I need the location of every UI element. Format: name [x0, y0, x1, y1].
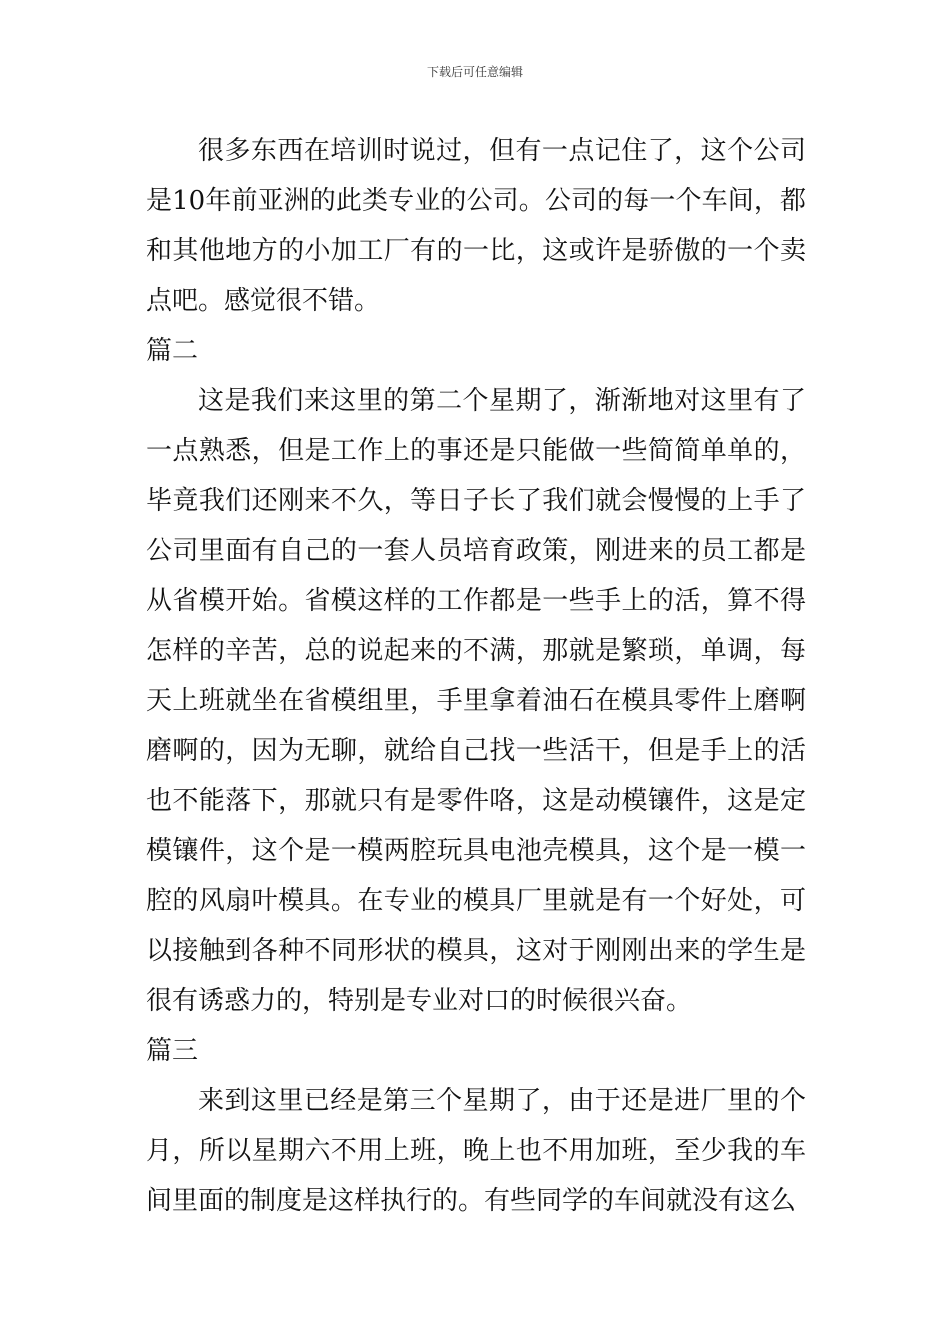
- section-title-3: 篇三: [146, 1036, 199, 1066]
- section-title-2: 篇二: [146, 336, 199, 366]
- paragraph-2: 这是我们来这里的第二个星期了，渐渐地对这里有了一点熟悉，但是工作上的事还是只能做一些简简单单的，毕竟我们还刚来不久，等日子长了我们就会慢慢的上手了公司里面有自己的一套人员培育政策，刚进来的员工都是从省模开始。省模这样的工作都是一些手上的活，算不得怎样的辛苦，总的说起来的不满，那就是繁琐，单调，每天上班就坐在省模组里，手里拿着油石在模具零件上磨啊磨啊的，因为无聊，就给自己找一些活干，但是手上的活也不能落下，那就只有是零件咯，这是动模镶件，这是定模镶件，这个是一模两腔玩具电池壳模具，这个是一模一腔的风扇叶模具。在专业的模具厂里就是有一个好处，可以接触到各种不同形状的模具，这对于刚刚出来的学生是很有诱惑力的，特别是专业对口的时候很兴奋。: [146, 386, 806, 1016]
- paragraph-1: 很多东西在培训时说过，但有一点记住了，这个公司是10年前亚洲的此类专业的公司。公司的每一个车间，都和其他地方的小加工厂有的一比，这或许是骄傲的一个卖点吧。感觉很不错。: [146, 136, 806, 316]
- paragraph-3: 来到这里已经是第三个星期了，由于还是进厂里的个月，所以星期六不用上班，晚上也不用加班，至少我的车间里面的制度是这样执行的。有些同学的车间就没有这么: [146, 1086, 806, 1216]
- document-body: [146, 126, 806, 1226]
- page-header: 下载后可任意编辑: [426, 65, 523, 79]
